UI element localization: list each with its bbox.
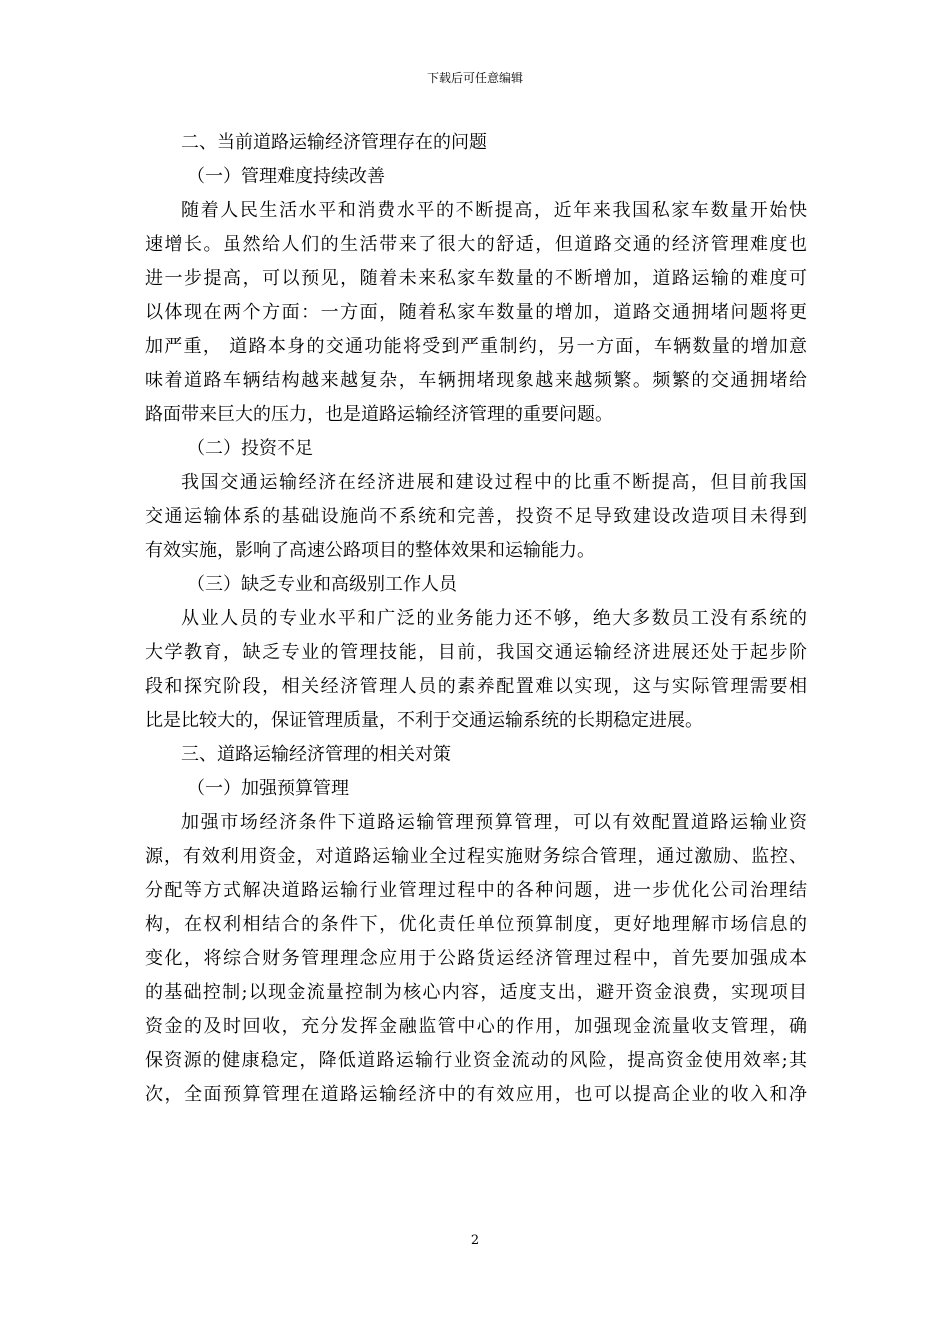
document-body [145, 126, 807, 1112]
paragraph-line: 保资源的健康稳定，降低道路运输行业资金流动的风险，提高资金使用效率;其 [145, 1050, 807, 1071]
paragraph-line: 加强市场经济条件下道路运输管理预算管理，可以有效配置道路运输业资 [181, 812, 807, 833]
paragraph-line: 构，在权利相结合的条件下，优化责任单位预算制度，更好地理解市场信息的 [145, 914, 807, 935]
subsection-heading-2-2: （二）投资不足 [187, 438, 313, 459]
subsection-heading-2-3: （三）缺乏专业和高级别工作人员 [187, 574, 457, 595]
subsection-heading-2-1: （一）管理难度持续改善 [187, 166, 385, 187]
paragraph-line: 味着道路车辆结构越来越复杂，车辆拥堵现象越来越频繁。频繁的交通拥堵给 [145, 370, 807, 391]
paragraph-line: 次，全面预算管理在道路运输经济中的有效应用，也可以提高企业的收入和净 [145, 1084, 807, 1105]
paragraph-line: 的基础控制;以现金流量控制为核心内容，适度支出，避开资金浪费，实现项目 [145, 982, 807, 1003]
paragraph-line: 路面带来巨大的压力，也是道路运输经济管理的重要问题。 [145, 404, 613, 425]
paragraph-line: 比是比较大的，保证管理质量，不利于交通运输系统的长期稳定进展。 [145, 710, 703, 731]
paragraph-line: 随着人民生活水平和消费水平的不断提高，近年来我国私家车数量开始快 [181, 200, 807, 221]
paragraph-line: 交通运输体系的基础设施尚不系统和完善，投资不足导致建设改造项目未得到 [145, 506, 807, 527]
paragraph-line: 进一步提高，可以预见，随着未来私家车数量的不断增加，道路运输的难度可 [145, 268, 807, 289]
paragraph-line: 加严重， 道路本身的交通功能将受到严重制约，另一方面，车辆数量的增加意 [145, 336, 807, 357]
paragraph-line: 源，有效利用资金，对道路运输业全过程实施财务综合管理，通过激励、监控、 [145, 846, 807, 867]
page-header: 下载后可任意编辑 [426, 71, 523, 85]
section-heading-2: 二、当前道路运输经济管理存在的问题 [181, 132, 487, 153]
paragraph-line: 有效实施，影响了高速公路项目的整体效果和运输能力。 [145, 540, 595, 561]
paragraph-line: 变化，将综合财务管理理念应用于公路货运经济管理过程中，首先要加强成本 [145, 948, 807, 969]
paragraph-line: 大学教育，缺乏专业的管理技能，目前，我国交通运输经济进展还处于起步阶 [145, 642, 807, 663]
paragraph-line: 段和探究阶段，相关经济管理人员的素养配置难以实现，这与实际管理需要相 [145, 676, 807, 697]
paragraph-line: 我国交通运输经济在经济进展和建设过程中的比重不断提高，但目前我国 [181, 472, 807, 493]
paragraph-line: 从业人员的专业水平和广泛的业务能力还不够，绝大多数员工没有系统的 [181, 608, 807, 629]
paragraph-line: 资金的及时回收，充分发挥金融监管中心的作用，加强现金流量收支管理，确 [145, 1016, 807, 1037]
section-heading-3: 三、道路运输经济管理的相关对策 [181, 744, 451, 765]
paragraph-line: 以体现在两个方面：一方面，随着私家车数量的增加，道路交通拥堵问题将更 [145, 302, 807, 323]
paragraph-line: 速增长。虽然给人们的生活带来了很大的舒适，但道路交通的经济管理难度也 [145, 234, 807, 255]
page-number: 2 [470, 1233, 480, 1248]
subsection-heading-3-1: （一）加强预算管理 [187, 778, 349, 799]
paragraph-line: 分配等方式解决道路运输行业管理过程中的各种问题，进一步优化公司治理结 [145, 880, 807, 901]
